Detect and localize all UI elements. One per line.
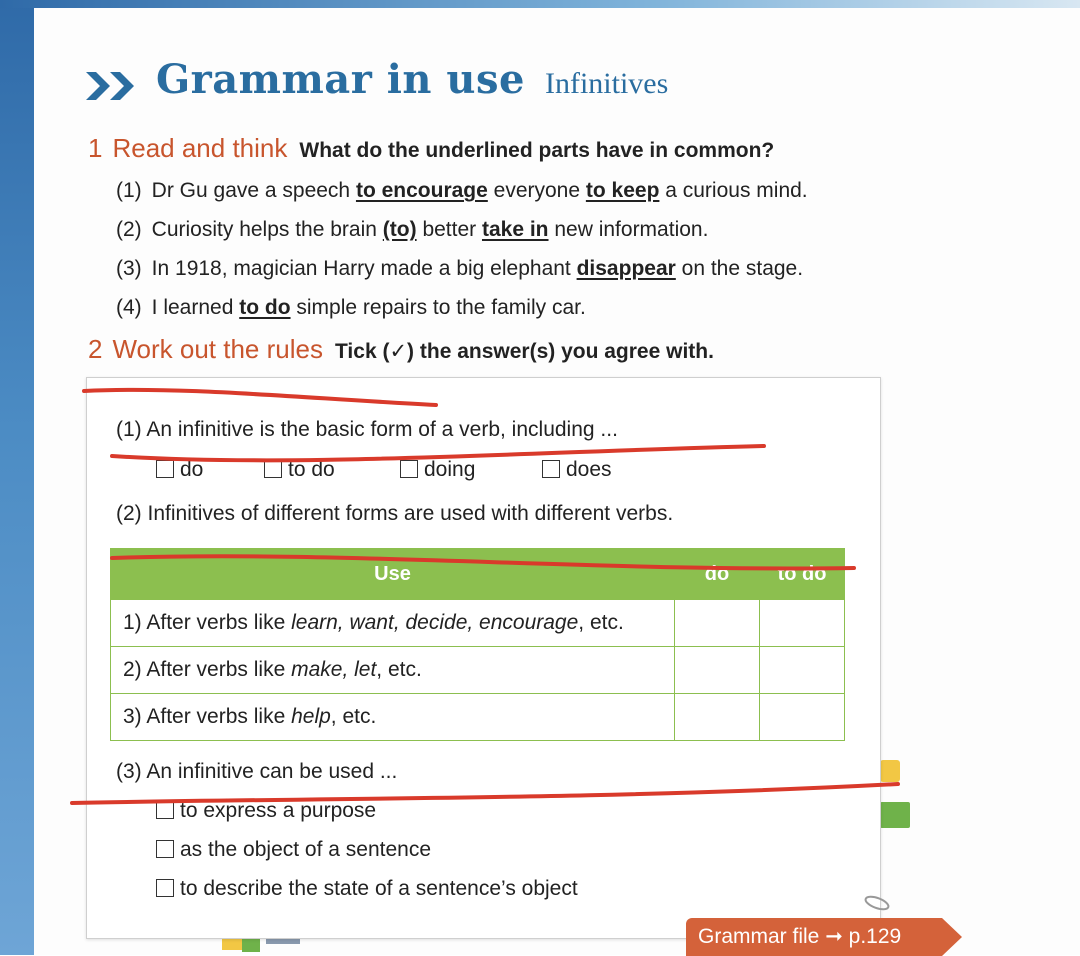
section-number: 2 — [88, 334, 103, 364]
option-label: as the object of a sentence — [180, 838, 432, 861]
rule-number: (3) — [116, 760, 142, 783]
sentence-text: In 1918, magician Harry made a big elephant — [151, 257, 577, 280]
row-number: 3) — [123, 705, 142, 728]
arrow-right-icon: ➞ — [825, 925, 843, 948]
section-question: What do the underlined parts have in common? — [299, 139, 775, 162]
option-purpose[interactable] — [156, 799, 376, 823]
row-text: After verbs like — [146, 611, 292, 634]
header-do: do — [675, 549, 760, 600]
table-cell-to-do[interactable] — [760, 647, 845, 694]
grammar-file-label: Grammar file — [698, 925, 820, 948]
page-edge-left — [0, 0, 34, 955]
rule-text: An infinitive is the basic form of a verb, including ... — [146, 418, 618, 441]
underlined-infinitive: disappear — [576, 257, 676, 280]
sentence-text: everyone — [487, 179, 586, 202]
underlined-infinitive: (to) — [382, 218, 417, 241]
header-to-do: to do — [760, 549, 845, 600]
sentence-text: simple repairs to the family car. — [290, 296, 586, 319]
section-2-header — [88, 334, 714, 365]
tab-green — [880, 802, 910, 828]
sentence-number: (2) — [116, 218, 142, 241]
option-do[interactable] — [156, 458, 264, 482]
option-to-do[interactable] — [264, 458, 400, 482]
option-label: does — [566, 458, 612, 481]
rule-3 — [116, 760, 397, 784]
section-heading: Read and think — [112, 133, 288, 163]
sentence-text: a curious mind. — [659, 179, 808, 202]
rule-number: (2) — [116, 502, 142, 525]
option-label: doing — [424, 458, 476, 481]
table-cell-do[interactable] — [675, 600, 760, 647]
table-cell-do[interactable] — [675, 647, 760, 694]
double-chevron-icon — [86, 66, 152, 106]
page-edge-top — [0, 0, 1080, 8]
grammar-file-tip — [942, 918, 962, 956]
rule-number: (1) — [116, 418, 142, 441]
option-doing[interactable] — [400, 458, 542, 482]
checkbox-icon[interactable] — [156, 460, 174, 478]
sentence-3 — [116, 257, 803, 281]
underlined-infinitive: to keep — [585, 179, 660, 202]
checkbox-icon[interactable] — [156, 879, 174, 897]
row-text: , etc. — [376, 658, 422, 681]
tab-yellow — [880, 760, 900, 782]
option-object[interactable] — [156, 838, 431, 862]
checkbox-icon[interactable] — [156, 840, 174, 858]
section-number: 1 — [88, 133, 103, 163]
table-row — [111, 694, 845, 741]
sentence-text: Curiosity helps the brain — [151, 218, 383, 241]
checkbox-icon[interactable] — [542, 460, 560, 478]
underlined-infinitive: take in — [481, 218, 549, 241]
row-verbs: help — [291, 705, 331, 728]
checkbox-icon[interactable] — [400, 460, 418, 478]
table-cell-to-do[interactable] — [760, 694, 845, 741]
row-text: , etc. — [330, 705, 377, 728]
sentence-text: new information. — [548, 218, 709, 241]
table-row — [111, 647, 845, 694]
table-cell-use — [111, 694, 675, 741]
rules-table — [110, 548, 845, 741]
sentence-4 — [116, 296, 586, 320]
underlined-infinitive: to do — [239, 296, 291, 319]
row-text: After verbs like — [146, 658, 292, 681]
sentence-text: on the stage. — [675, 257, 804, 280]
row-number: 1) — [123, 611, 142, 634]
rule-1 — [116, 418, 618, 442]
checkbox-icon[interactable] — [156, 801, 174, 819]
row-number: 2) — [123, 658, 142, 681]
section-1-header — [88, 133, 774, 164]
rule-text: An infinitive can be used ... — [146, 760, 398, 783]
option-label: to describe the state of a sentence’s object — [180, 877, 578, 900]
underlined-infinitive: to encourage — [355, 179, 488, 202]
section-question: Tick (✓) the answer(s) you agree with. — [334, 340, 714, 363]
sentence-2 — [116, 218, 708, 242]
title-row — [86, 56, 668, 116]
paperclip-icon — [862, 894, 892, 912]
row-verbs: make, let — [291, 658, 377, 681]
table-cell-use — [111, 647, 675, 694]
sentence-number: (1) — [116, 179, 142, 202]
sentence-number: (4) — [116, 296, 142, 319]
table-cell-use — [111, 600, 675, 647]
page-title: Grammar in use — [156, 56, 525, 103]
option-object-state[interactable] — [156, 877, 578, 901]
page-subtitle: Infinitives — [544, 67, 669, 100]
sentence-text: better — [416, 218, 482, 241]
rule-1-options — [156, 458, 612, 482]
option-label: to do — [288, 458, 335, 481]
sentence-text: Dr Gu gave a speech — [151, 179, 356, 202]
sentence-number: (3) — [116, 257, 142, 280]
grammar-file-page: p.129 — [848, 925, 902, 948]
grammar-file-link[interactable] — [686, 918, 942, 956]
row-verbs: learn, want, decide, encourage — [291, 611, 579, 634]
section-heading: Work out the rules — [112, 334, 323, 364]
table-row — [111, 600, 845, 647]
header-use: Use — [111, 549, 675, 600]
table-cell-do[interactable] — [675, 694, 760, 741]
sentence-1 — [116, 179, 808, 203]
table-cell-to-do[interactable] — [760, 600, 845, 647]
table-header-row — [111, 549, 845, 600]
checkbox-icon[interactable] — [264, 460, 282, 478]
row-text: After verbs like — [146, 705, 292, 728]
rule-text: Infinitives of different forms are used with different verbs. — [147, 502, 674, 525]
option-label: do — [180, 458, 204, 481]
row-text: , etc. — [578, 611, 624, 634]
sentence-text: I learned — [151, 296, 240, 319]
option-label: to express a purpose — [180, 799, 377, 822]
rule-2 — [116, 502, 673, 526]
option-does[interactable] — [542, 458, 612, 482]
